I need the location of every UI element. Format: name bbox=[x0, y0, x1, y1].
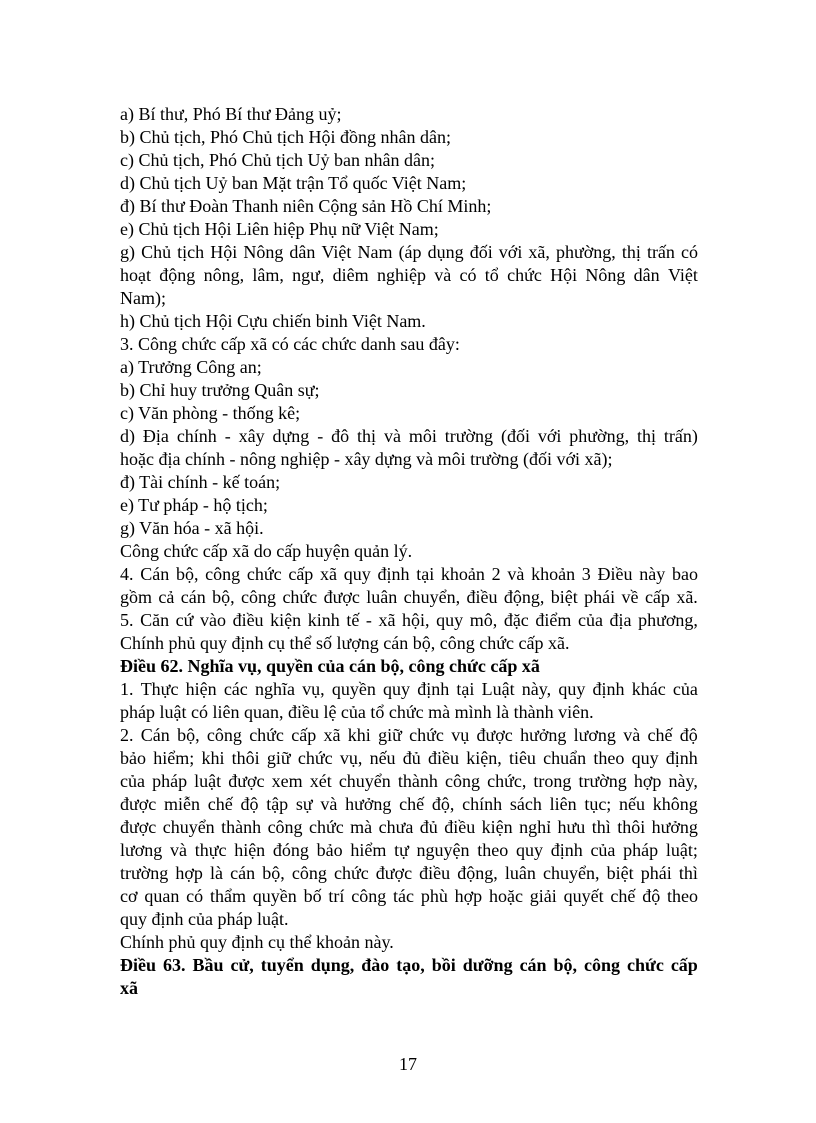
page-number: 17 bbox=[399, 1054, 417, 1074]
text-line: hoạt động nông, lâm, ngư, diêm nghiệp và có tổ chức Hội Nông dân Việt bbox=[120, 265, 698, 285]
text-line: d) Chủ tịch Uỷ ban Mặt trận Tổ quốc Việt Nam; bbox=[120, 173, 467, 193]
text-line: c) Văn phòng - thống kê; bbox=[120, 403, 301, 423]
text-line: Chính phủ quy định cụ thể số lượng cán bộ, công chức cấp xã. bbox=[120, 633, 570, 653]
text-line: của pháp luật được xem xét chuyển thành công chức, trong trường hợp này, bbox=[120, 771, 698, 791]
article-heading: Điều 62. Nghĩa vụ, quyền của cán bộ, công chức cấp xã bbox=[120, 656, 540, 676]
text-line: d) Địa chính - xây dựng - đô thị và môi trường (đối với phường, thị trấn) bbox=[120, 426, 698, 446]
text-line: 1. Thực hiện các nghĩa vụ, quyền quy định tại Luật này, quy định khác của bbox=[120, 679, 698, 699]
text-line: c) Chủ tịch, Phó Chủ tịch Uỷ ban nhân dân; bbox=[120, 150, 435, 170]
text-line: lương và thực hiện đóng bảo hiểm tự nguyện theo quy định của pháp luật; bbox=[120, 840, 698, 860]
text-line: g) Chủ tịch Hội Nông dân Việt Nam (áp dụng đối với xã, phường, thị trấn có bbox=[120, 242, 698, 262]
text-line: đ) Tài chính - kế toán; bbox=[120, 472, 281, 492]
text-line: bảo hiểm; khi thôi giữ chức vụ, nếu đủ điều kiện, tiêu chuẩn theo quy định bbox=[120, 748, 698, 768]
text-line: đ) Bí thư Đoàn Thanh niên Cộng sản Hồ Chí Minh; bbox=[120, 196, 492, 216]
text-line: trường hợp là cán bộ, công chức được điều động, luân chuyển, biệt phái thì bbox=[120, 863, 698, 883]
text-line: b) Chỉ huy trưởng Quân sự; bbox=[120, 380, 320, 400]
text-line: được miễn chế độ tập sự và hưởng chế độ, chính sách liên tục; nếu không bbox=[120, 794, 698, 814]
text-line: được chuyển thành công chức mà chưa đủ điều kiện nghỉ hưu thì thôi hưởng bbox=[120, 817, 698, 837]
text-line: b) Chủ tịch, Phó Chủ tịch Hội đồng nhân dân; bbox=[120, 127, 451, 147]
document-body bbox=[120, 103, 698, 1000]
article-heading: Điều 63. Bầu cử, tuyển dụng, đào tạo, bồi dưỡng cán bộ, công chức cấp bbox=[120, 955, 698, 975]
text-line: h) Chủ tịch Hội Cựu chiến binh Việt Nam. bbox=[120, 311, 426, 331]
text-line: cơ quan có thẩm quyền bố trí công tác phù hợp hoặc giải quyết chế độ theo bbox=[120, 886, 698, 906]
text-line: 5. Căn cứ vào điều kiện kinh tế - xã hội, quy mô, đặc điểm của địa phương, bbox=[120, 610, 698, 630]
text-line: e) Chủ tịch Hội Liên hiệp Phụ nữ Việt Nam; bbox=[120, 219, 439, 239]
text-line: pháp luật có liên quan, điều lệ của tổ chức mà mình là thành viên. bbox=[120, 702, 594, 722]
text-line: quy định của pháp luật. bbox=[120, 909, 289, 929]
text-line: Chính phủ quy định cụ thể khoản này. bbox=[120, 932, 394, 952]
text-line: e) Tư pháp - hộ tịch; bbox=[120, 495, 268, 515]
text-line: g) Văn hóa - xã hội. bbox=[120, 518, 264, 538]
text-line: a) Bí thư, Phó Bí thư Đảng uỷ; bbox=[120, 104, 342, 124]
text-line: hoặc địa chính - nông nghiệp - xây dựng và môi trường (đối với xã); bbox=[120, 449, 613, 469]
text-line: Nam); bbox=[120, 288, 166, 308]
text-line: Công chức cấp xã do cấp huyện quản lý. bbox=[120, 541, 413, 561]
text-line: 2. Cán bộ, công chức cấp xã khi giữ chức vụ được hưởng lương và chế độ bbox=[120, 725, 698, 745]
text-line: gồm cả cán bộ, công chức được luân chuyển, điều động, biệt phái về cấp xã. bbox=[120, 587, 698, 607]
text-line: a) Trưởng Công an; bbox=[120, 357, 262, 377]
text-line: 4. Cán bộ, công chức cấp xã quy định tại khoản 2 và khoản 3 Điều này bao bbox=[120, 564, 698, 584]
article-heading: xã bbox=[120, 978, 138, 998]
text-line: 3. Công chức cấp xã có các chức danh sau đây: bbox=[120, 334, 460, 354]
